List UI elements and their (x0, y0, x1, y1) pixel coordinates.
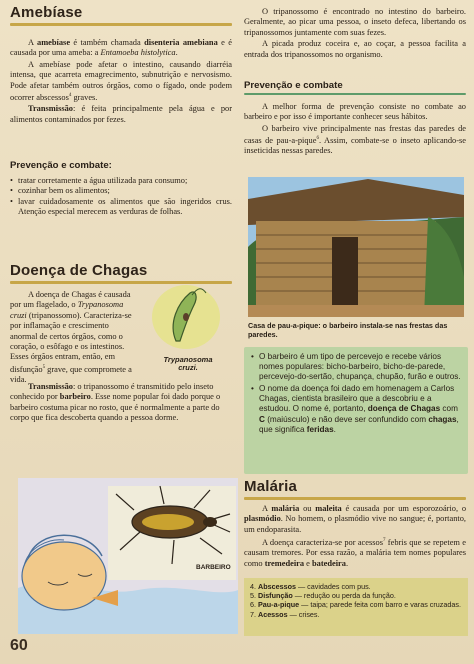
trypanosoma-label: Trypanosoma (163, 355, 213, 364)
barbeiro-label: BARBEIRO (196, 564, 231, 571)
amebiase-prevention-title: Prevenção e combate: (10, 160, 112, 171)
list-item: • lavar cuidadosamente os alimentos que são ingeridos crus. Atenção especial merecem as verduras de folhas. (10, 197, 232, 218)
amebiase-paragraph-2: A amebíase pode afetar o intestino, causando diarréia intensa, que acarreta emagrecimento, subnutrição e nervosismo. Pode afetar também outros órgãos, como o fígado, onde podem ocorrer abscessos$^4$ graves. (10, 59, 232, 102)
page-number: 60 (10, 637, 28, 654)
photo-caption: Casa de pau-a-pique: o barbeiro instala-se nas frestas das paredes. (248, 321, 448, 339)
list-item: • cozinhar bem os alimentos; (10, 186, 232, 196)
prevention-rule (244, 93, 466, 95)
footnote-5: 5. Disfunção — redução ou perda da função. (250, 591, 396, 601)
malaria-title: Malária (244, 478, 298, 495)
chagas-paragraph-2: Transmissão: o tripanossomo é transmitido pelo inseto conhecido por barbeiro. Esse nome popular foi dado porque o barbeiro costuma picar no rosto, que é normalmente a parte do corpo que fica descoberta quando a pessoa dorme. (10, 382, 221, 423)
footnote-7: 7. Acessos — crises. (250, 609, 320, 619)
footnotes-box (244, 578, 468, 636)
list-item: • tratar corretamente a água utilizada para consumo; (10, 176, 232, 186)
right-paragraph-1: O tripanossomo é encontrado no intestino do barbeiro. Geralmente, ao picar uma pessoa, o inseto defeca, libertando os tripanossomos juntamente com suas fezes. (244, 7, 466, 37)
right-paragraph-3: A melhor forma de prevenção consiste no combate ao barbeiro e por isso é importante conhecer seus hábitos. (244, 102, 466, 122)
trypanosoma-drawing (150, 283, 226, 351)
malaria-paragraph-2: A doença caracteriza-se por acessos$^7$ febris que se repetem e causam tremores. Por essa razão, a malária tem nomes populares como tremedeira e batedeira. (244, 538, 466, 568)
trypanosoma-label-2: cruzi. (178, 363, 198, 372)
list-item: • O nome da doença foi dado em homenagem a Carlos Chagas, cientista brasileiro que a descobriu e a estudou. O nome é, portanto, doença de Chagas com C (maiúsculo) e não deve ser confundido com chagas, que significa feridas. (251, 384, 461, 434)
house-drawing (248, 177, 464, 317)
chagas-prevention-title: Prevenção e combate (244, 80, 343, 91)
chagas-paragraph-1: A doença de Chagas é causada por um flagelado, o Trypanosoma cruzi (tripanossomo). Caracteriza-se por inflamação e crescimento anormal de certos órgãos, como o coração, o esôfago e os intestinos. Esses órgãos entram, então, em disfunção$^5$ grave, que compromete a vida. (10, 290, 132, 385)
pau-a-pique-house-photo (248, 177, 464, 317)
chagas-callout-box (244, 347, 468, 474)
malaria-title-rule (244, 497, 466, 500)
amebiase-title-rule (10, 23, 232, 26)
amebiase-paragraph-1: A amebíase é também chamada disenteria amebiana e é causada por uma ameba: a Entamoeba histolytica. (10, 38, 233, 58)
barbeiro-illustration (18, 478, 238, 634)
amebiase-title: Amebíase (10, 4, 83, 21)
trypanosoma-illustration (150, 283, 226, 373)
malaria-paragraph-1: A malária ou maleita é causada por um esporozoário, o plasmódio. No homem, o plasmódio vive no sangue; é, portanto, um endoparasita. (244, 504, 467, 534)
footnote-6: 6. Pau-a-pique — taipa; parede feita com barro e varas cruzadas. (250, 600, 461, 610)
footnote-4: 4. Abscessos — cavidades com pus. (250, 582, 371, 591)
right-paragraph-4: O barbeiro vive principalmente nas frestas das paredes de casas de pau-a-pique$^6$. Assim, combate-se o inseto aplicando-se inseticidas nessas paredes. (244, 123, 466, 156)
amebiase-prevention-list (10, 176, 232, 218)
list-item: • O barbeiro é um tipo de percevejo e recebe vários nomes populares: bicho-barbeiro, bicho-de-parede, percevejo-do-sertão, chupança, chupão, furão e outros. (251, 352, 461, 382)
amebiase-paragraph-3: Transmissão: é feita principalmente pela água e por alimentos contaminados por fezes. (10, 104, 232, 124)
callout-list (244, 347, 468, 435)
right-paragraph-2: A picada produz coceira e, ao coçar, a pessoa facilita a entrada dos tripanossomos no organismo. (244, 39, 466, 59)
chagas-title: Doença de Chagas (10, 262, 148, 279)
barbeiro-insect-drawing (114, 480, 232, 568)
